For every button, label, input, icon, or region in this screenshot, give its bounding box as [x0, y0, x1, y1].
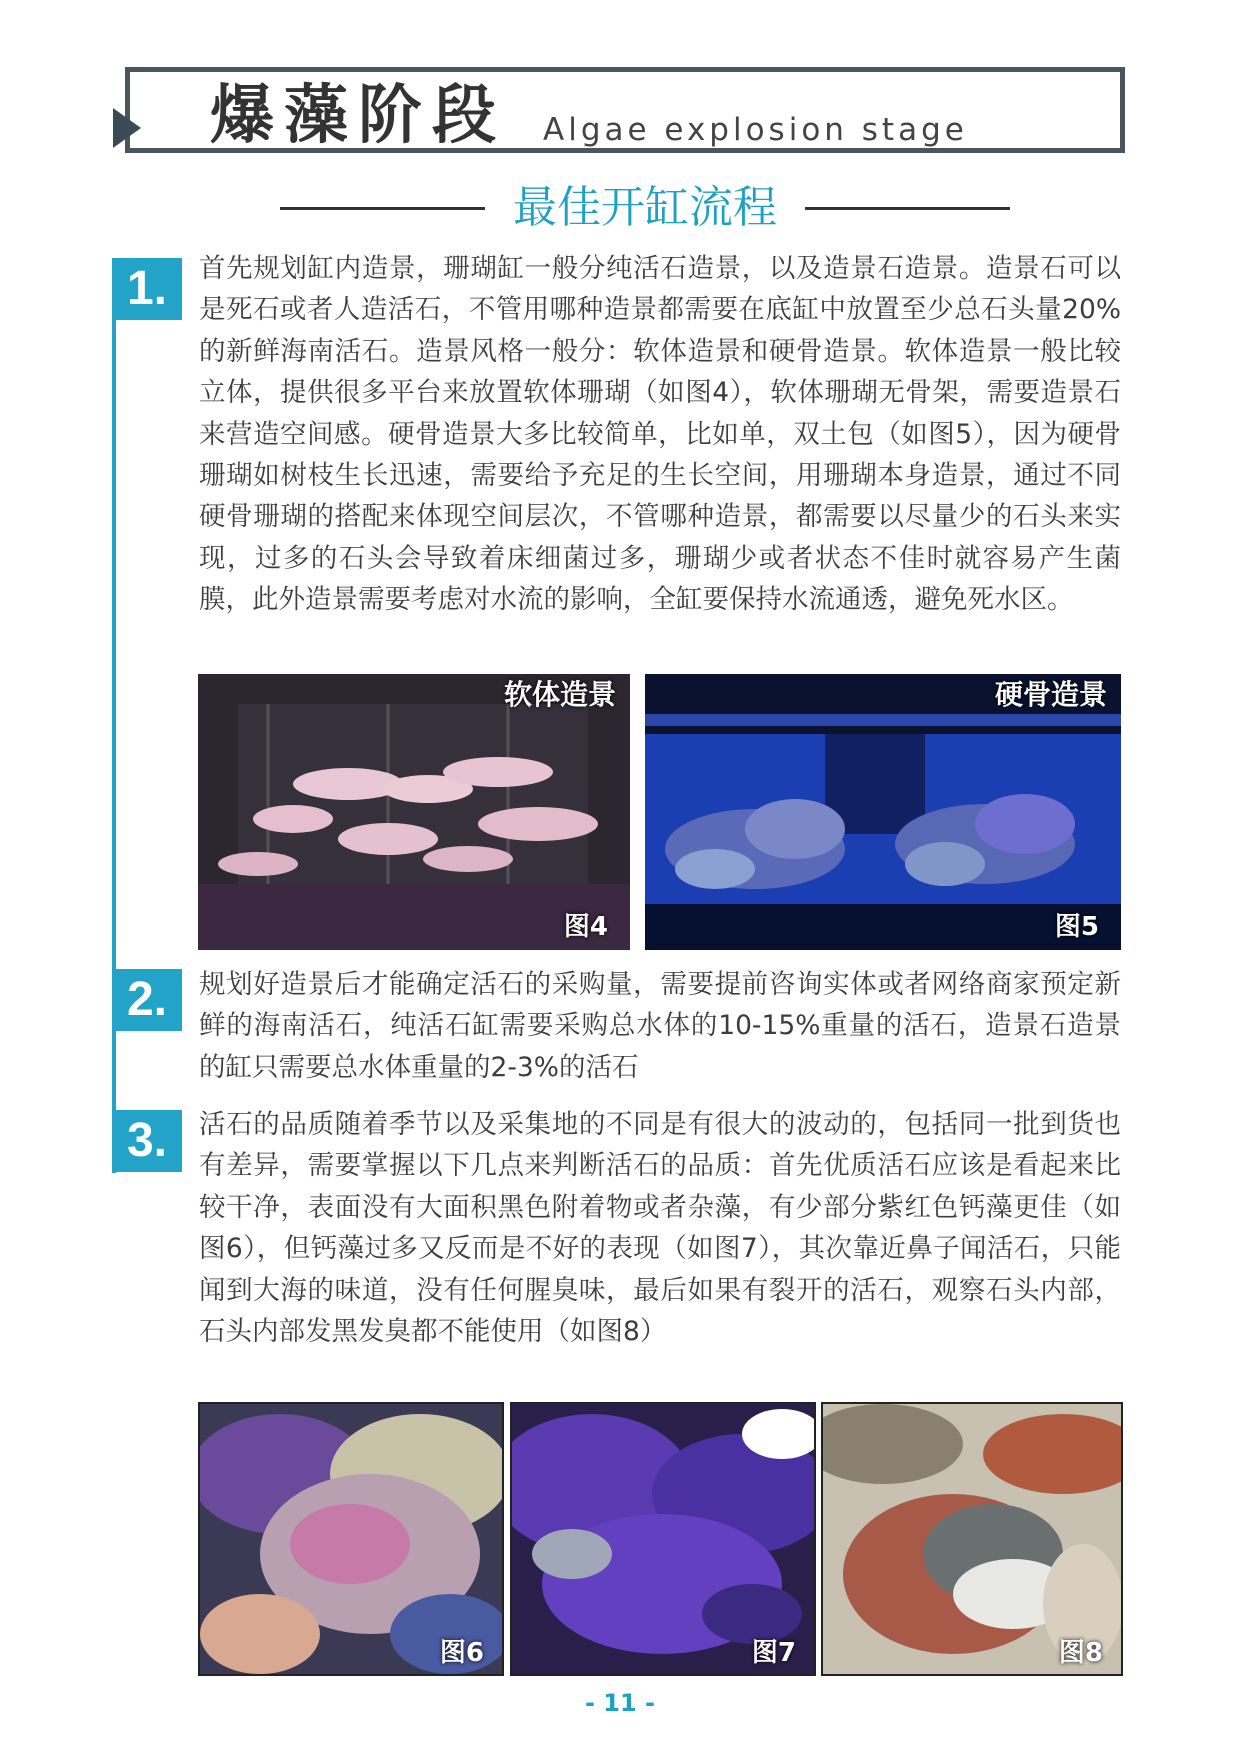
subtitle-rule-right	[805, 207, 1010, 210]
photo-caption-fig7: 图7	[751, 1638, 796, 1668]
step-3-text: 活石的品质随着季节以及采集地的不同是有很大的波动的，包括同一批到货也有差异，需要掌握以下几点来判断活石的品质：首先优质活石应该是看起来比较干净，表面没有大面积黑色附着物或者杂藻，有少部分紫红色钙藻更佳（如图6），但钙藻过多又反而是不好的表现（如图7），其次靠近鼻子闻活石，只能闻到大海的味道，没有任何腥臭味，最后如果有裂开的活石，观察石头内部，石头内部发黑发臭都不能使用（如图8）	[199, 1109, 1121, 1348]
photo-sps-aquascape	[645, 674, 1121, 950]
step-number-3: 3.	[112, 1110, 182, 1172]
section-subtitle	[280, 180, 1010, 236]
photo-soft-coral-aquascape	[198, 674, 630, 950]
photo-bad-live-rock	[821, 1402, 1123, 1676]
photo-caption-fig8: 图8	[1058, 1638, 1103, 1668]
subtitle-text: 最佳开缸流程	[513, 182, 777, 233]
photo-caption-fig6: 图6	[439, 1638, 484, 1668]
subtitle-rule-left	[280, 207, 485, 210]
step-number-2: 2.	[112, 969, 182, 1031]
step-2-text: 规划好造景后才能确定活石的采购量，需要提前咨询实体或者网络商家预定新鲜的海南活石，纯活石缸需要采购总水体的10-15%重量的活石，造景石造景的缸只需要总水体重量的2-3%的活石	[199, 969, 1121, 1083]
side-accent-bar	[112, 258, 116, 1173]
photo-caption-fig4: 图4	[563, 912, 608, 942]
photo-excess-coralline-rock	[510, 1402, 816, 1676]
sps-rock-illustration	[645, 674, 1121, 950]
step-1-text: 首先规划缸内造景，珊瑚缸一般分纯活石造景，以及造景石造景。造景石可以是死石或者人造活石，不管用哪种造景都需要在底缸中放置至少总石头量20%的新鲜海南活石。造景风格一般分：软体造景和硬骨造景。软体造景一般比较立体，提供很多平台来放置软体珊瑚（如图4），软体珊瑚无骨架，需要造景石来营造空间感。硬骨造景大多比较简单，比如单，双土包（如图5），因为硬骨珊瑚如树枝生长迅速，需要给予充足的生长空间，用珊瑚本身造景，通过不同硬骨珊瑚的搭配来体现空间层次，不管哪种造景，都需要以尽量少的石头来实现，过多的石头会导致着床细菌过多，珊瑚少或者状态不佳时就容易产生菌膜，此外造景需要考虑对水流的影响，全缸要保持水流通透，避免死水区。	[199, 253, 1121, 616]
header-arrow-icon	[113, 108, 141, 148]
step-number-1: 1.	[112, 258, 182, 320]
photo-good-live-rock	[198, 1402, 504, 1676]
photo-caption-fig5: 图5	[1054, 912, 1099, 942]
soft-coral-rock-illustration	[198, 674, 630, 950]
page-title: 爆藻阶段	[210, 79, 506, 153]
photo-tag-sps: 硬骨造景	[994, 678, 1107, 711]
photo-tag-soft: 软体造景	[503, 678, 616, 711]
page-number: - 11 -	[584, 1689, 656, 1717]
page-title-english: Algae explosion stage	[543, 112, 968, 148]
